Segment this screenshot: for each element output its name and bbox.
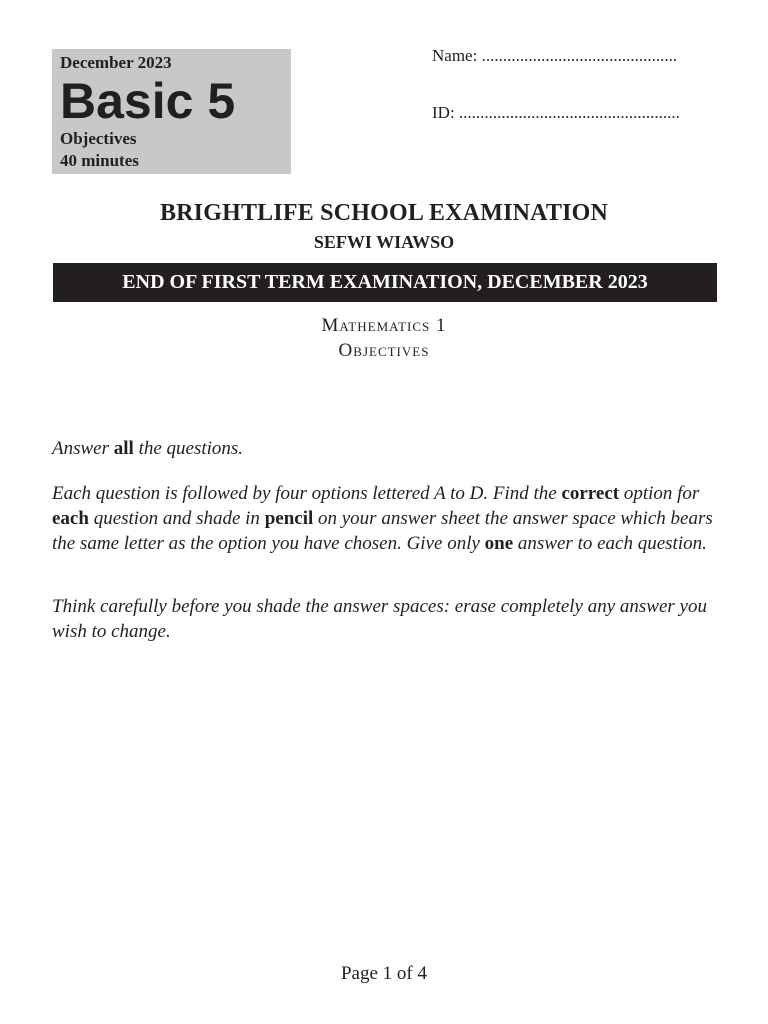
instruction-emphasis: one [484,533,514,554]
instruction-text: answer to each question. [513,533,707,554]
instruction-text: the questions. [133,438,244,459]
instruction-text: question and shade in [88,508,265,529]
instruction-emphasis: correct [561,483,620,504]
instruction-text: Answer [52,438,114,459]
instruction-text: option for [619,483,700,504]
exam-title-banner: END OF FIRST TERM EXAMINATION, DECEMBER 2023 [53,263,717,302]
instruction-erase [52,594,732,644]
instruction-text: on your answer sheet the answer space which bears the same letter as the option you have chosen. Give only [52,508,713,554]
paper-type: Objectives [60,129,137,148]
name-field: Name: .............................................. [432,46,678,65]
instruction-text: Think carefully before you shade the answer spaces: erase completely any answer you wish to change. [52,596,707,642]
instruction-answer-all [52,436,732,461]
page-number: Page 1 of 4 [340,963,427,984]
instruction-options [52,481,732,556]
paper-title: Objectives [338,340,430,361]
exam-date: December 2023 [60,53,172,72]
exam-info-box [52,49,291,174]
id-field: ID: .................................................... [432,103,680,122]
instruction-emphasis: all [113,438,134,459]
instruction-emphasis: each [52,508,89,529]
school-name: BRIGHTLIFE SCHOOL EXAMINATION [159,200,609,226]
instruction-text: Each question is followed by four options lettered A to D. Find the [52,483,562,504]
class-level: Basic 5 [60,73,236,129]
exam-duration: 40 minutes [60,151,139,170]
subject-title: Mathematics 1 [321,315,447,336]
school-location: SEFWI WIAWSO [313,232,455,252]
instruction-emphasis: pencil [264,508,314,529]
